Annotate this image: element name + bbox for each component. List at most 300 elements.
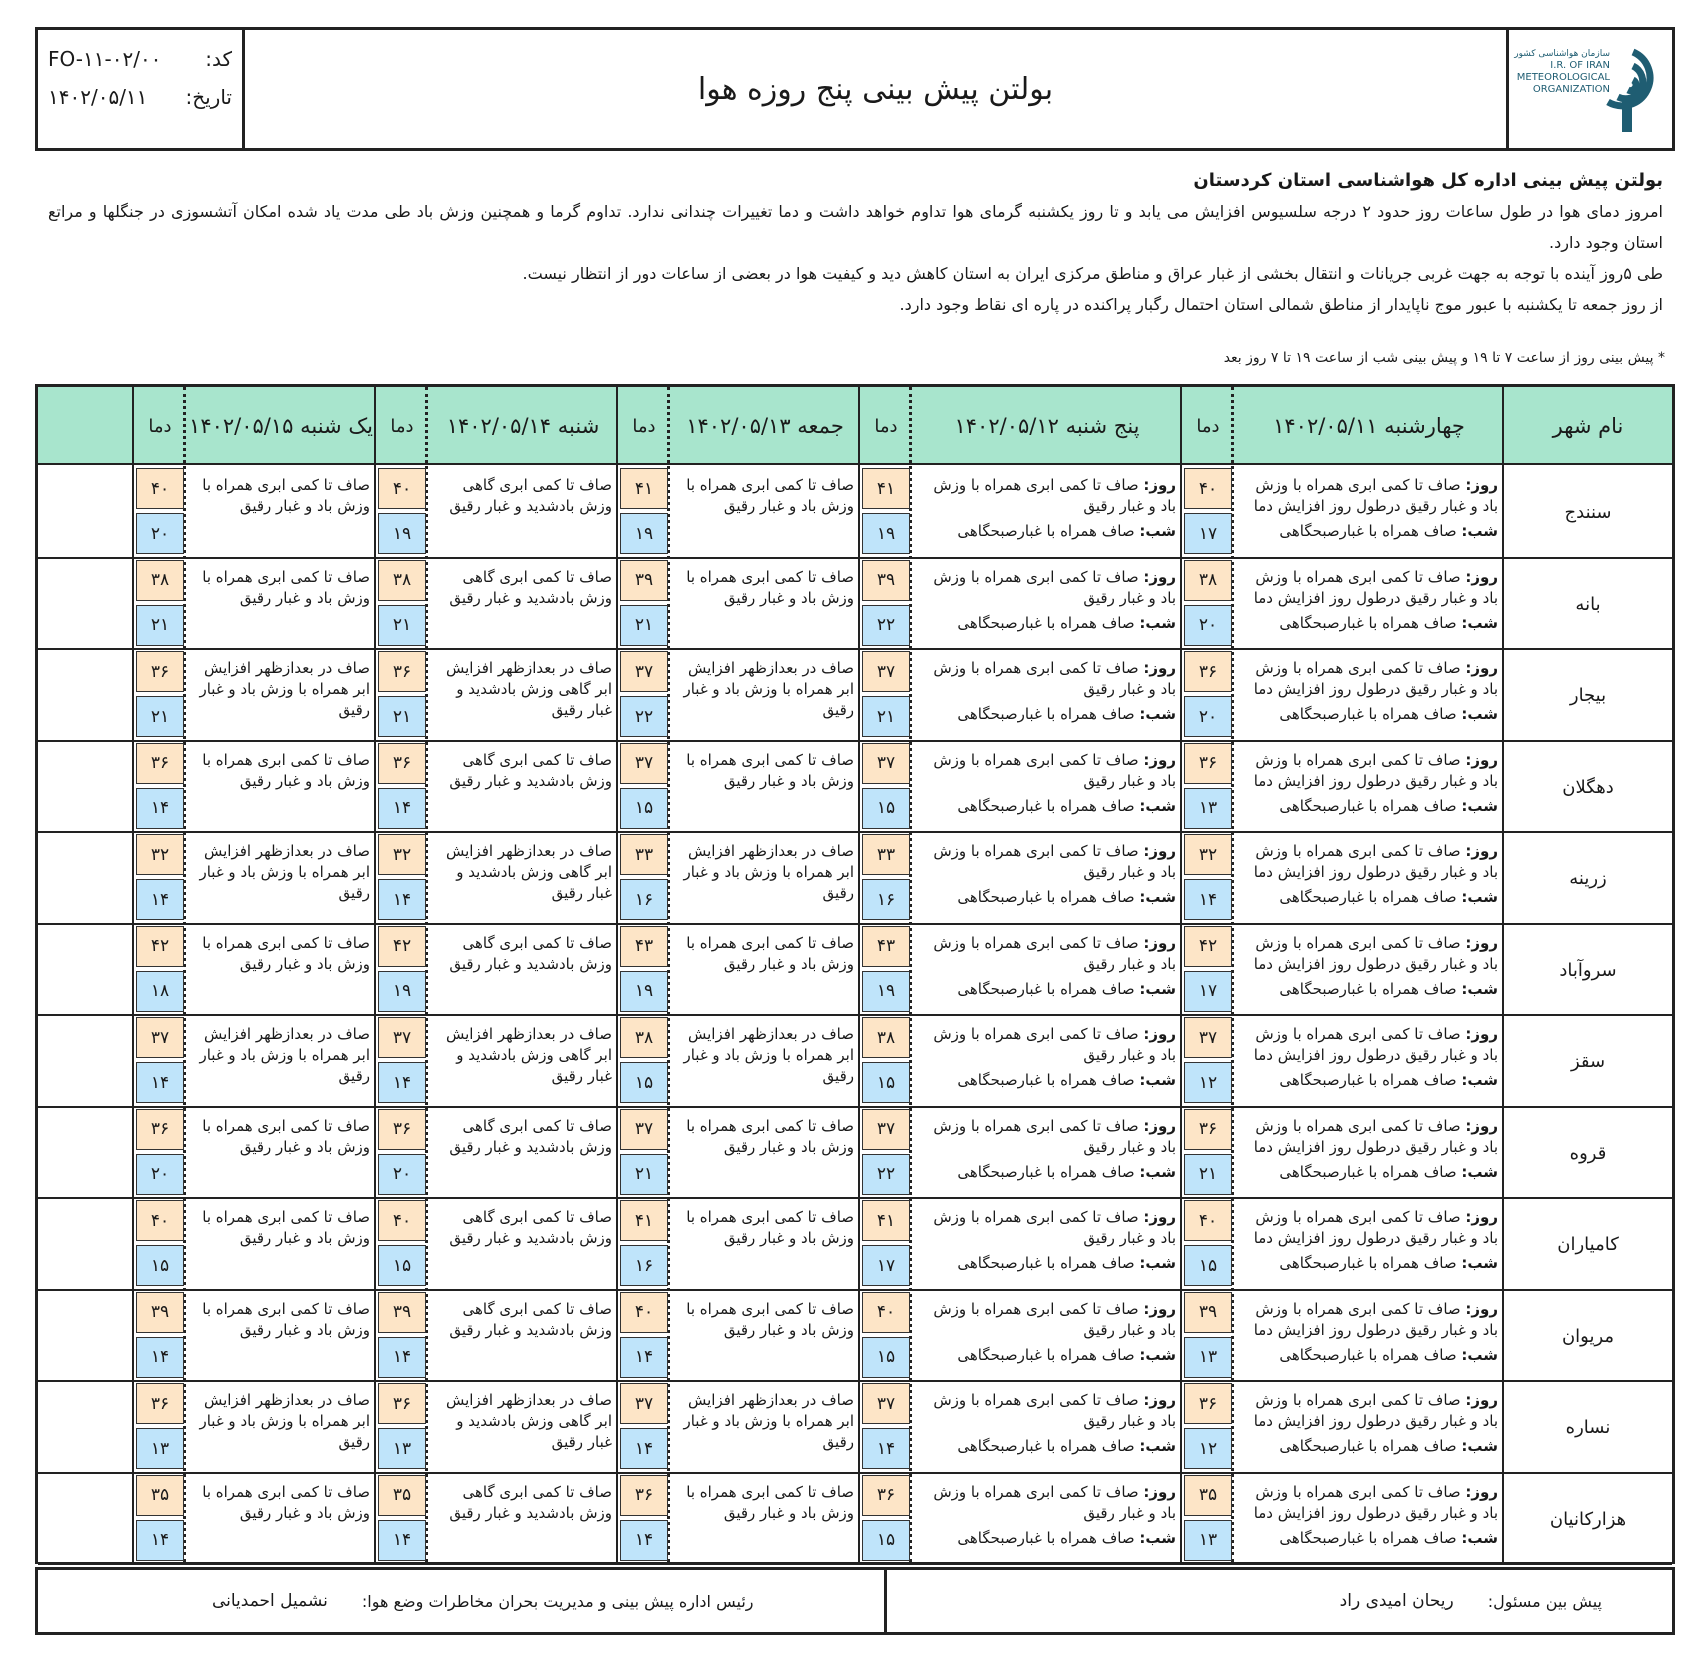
night-label: شب: (1461, 705, 1498, 723)
night-forecast (1242, 1070, 1498, 1091)
night-forecast (920, 521, 1176, 542)
forecast-text (1242, 750, 1498, 817)
forecast-text (920, 841, 1176, 908)
day-forecast-text: صاف تا کمی ابری همراه با وزش باد و غبار رقیق درطول روز افزایش دما (1253, 842, 1498, 881)
max-temperature: ۳۸ (378, 560, 426, 601)
min-temperature: ۲۱ (1184, 1154, 1232, 1195)
table-header (38, 387, 1672, 465)
table-row (38, 833, 1672, 925)
night-label: شب: (1139, 1345, 1176, 1364)
day-label: روز: (1143, 1208, 1176, 1226)
forecast-description: صاف تا کمی ابری همراه با وزش باد و غبار رقیق (686, 567, 854, 607)
forecast-text (1242, 567, 1498, 634)
night-forecast-text: صاف همراه با غبارصبحگاهی (1279, 979, 1457, 998)
forecast-text (1242, 841, 1498, 908)
city-name: زرینه (1569, 868, 1607, 890)
max-temperature: ۴۱ (620, 1200, 668, 1241)
table-row (38, 925, 1672, 1017)
night-label: شب: (1139, 796, 1176, 815)
night-forecast-text: صاف همراه با غبارصبحگاهی (1279, 1254, 1457, 1272)
night-forecast-text: صاف همراه با غبارصبحگاهی (1279, 1162, 1457, 1181)
day-forecast-text: صاف تا کمی ابری همراه با وزش باد و غبار رقیق (933, 567, 1176, 607)
day-forecast (920, 658, 1176, 700)
code-row (48, 40, 232, 78)
day-forecast-text: صاف تا کمی ابری همراه با وزش باد و غبار رقیق درطول روز افزایش دما (1253, 476, 1498, 515)
day-forecast-text: صاف تا کمی ابری همراه با وزش باد و غبار رقیق (933, 1208, 1176, 1247)
day-label: روز: (1465, 1482, 1498, 1501)
night-forecast (920, 887, 1176, 908)
day-forecast-text: صاف تا کمی ابری همراه با وزش باد و غبار رقیق (933, 1116, 1176, 1156)
day-forecast-text: صاف تا کمی ابری همراه با وزش باد و غبار رقیق (933, 476, 1176, 515)
logo-line: I.R. OF IRAN (1550, 60, 1610, 71)
logo-line: سازمان هواشناسی کشور (1514, 49, 1610, 59)
page-title: بولتن پیش بینی پنج روزه هوا (697, 71, 1054, 107)
min-temperature: ۱۵ (862, 788, 910, 829)
forecast-description: صاف تا کمی ابری گاهی وزش بادشدید و غبار رقیق (449, 567, 612, 607)
time-range-note: * پیش بینی روز از ساعت ۷ تا ۱۹ و پیش بینی شب از ساعت ۱۹ تا ۷ روز بعد (1223, 350, 1665, 366)
forecast-description: صاف تا کمی ابری همراه با وزش باد و غبار رقیق (686, 933, 854, 973)
forecast-text (194, 658, 370, 721)
max-temperature: ۳۹ (136, 1292, 184, 1333)
day-forecast-text: صاف تا کمی ابری همراه با وزش باد و غبار رقیق (933, 1025, 1176, 1064)
forecast-text (1242, 1482, 1498, 1549)
max-temperature: ۳۷ (136, 1017, 184, 1058)
forecast-description: صاف در بعدازظهر افزایش ابر همراه با وزش باد و غبار رقیق (683, 842, 854, 902)
table-row (38, 742, 1672, 834)
forecast-text (1242, 933, 1498, 1000)
max-temperature: ۳۷ (620, 1383, 668, 1424)
max-temperature: ۳۸ (620, 1017, 668, 1058)
day-forecast-text: صاف تا کمی ابری همراه با وزش باد و غبار رقیق درطول روز افزایش دما (1253, 750, 1498, 790)
forecast-text (678, 750, 854, 792)
night-label: شب: (1139, 1437, 1176, 1455)
date-row (48, 78, 232, 116)
code-label: کد: (205, 47, 232, 71)
table-row (38, 1199, 1672, 1291)
max-temperature: ۳۷ (862, 743, 910, 784)
day-forecast-text: صاف تا کمی ابری همراه با وزش باد و غبار رقیق درطول روز افزایش دما (1253, 1116, 1498, 1156)
night-forecast (1242, 1528, 1498, 1549)
min-temperature: ۲۲ (862, 605, 910, 646)
day-forecast-text: صاف تا کمی ابری همراه با وزش باد و غبار رقیق (933, 1391, 1176, 1430)
max-temperature: ۳۶ (620, 1475, 668, 1516)
max-temperature: ۴۳ (620, 926, 668, 967)
day-forecast-text: صاف تا کمی ابری همراه با وزش باد و غبار رقیق (933, 1299, 1176, 1339)
day-forecast-text: صاف تا کمی ابری همراه با وزش باد و غبار رقیق (933, 750, 1176, 790)
day-forecast-text: صاف تا کمی ابری همراه با وزش باد و غبار رقیق (933, 659, 1176, 698)
forecast-description: صاف تا کمی ابری همراه با وزش باد و غبار رقیق (202, 933, 370, 973)
forecast-text (678, 1116, 854, 1158)
forecast-description: صاف تا کمی ابری همراه با وزش باد و غبار رقیق (686, 1208, 854, 1247)
night-forecast-text: صاف همراه با غبارصبحگاهی (957, 1528, 1135, 1547)
forecast-text (1242, 658, 1498, 725)
document-code-box (38, 30, 242, 148)
day-forecast (920, 567, 1176, 609)
night-forecast-text: صاف همراه با غبارصبحگاهی (1279, 796, 1457, 815)
temperature-column-header: دما (1196, 415, 1220, 437)
night-forecast-text: صاف همراه با غبارصبحگاهی (957, 1071, 1135, 1089)
night-label: شب: (1461, 522, 1498, 540)
night-label: شب: (1139, 888, 1176, 906)
code-value: FO-۱۱-۰۲/۰۰ (48, 47, 162, 71)
min-temperature: ۱۶ (862, 879, 910, 920)
summary-title: بولتن پیش بینی اداره کل هواشناسی استان کردستان (1193, 170, 1663, 191)
day-forecast-text: صاف تا کمی ابری همراه با وزش باد و غبار رقیق درطول روز افزایش دما (1253, 1208, 1498, 1247)
night-forecast (920, 704, 1176, 725)
forecast-description: صاف تا کمی ابری همراه با وزش باد و غبار رقیق (202, 476, 370, 515)
forecast-text (678, 1299, 854, 1341)
city-name: بیجار (1569, 685, 1607, 707)
night-forecast (1242, 521, 1498, 542)
min-temperature: ۱۳ (1184, 788, 1232, 829)
day-label: روز: (1143, 1116, 1176, 1135)
min-temperature: ۲۰ (136, 513, 184, 554)
forecast-description: صاف در بعدازظهر افزایش ابر همراه با وزش باد و غبار رقیق (683, 1025, 854, 1085)
min-temperature: ۱۴ (1184, 879, 1232, 920)
max-temperature: ۳۸ (136, 560, 184, 601)
night-forecast-text: صاف همراه با غبارصبحگاهی (957, 705, 1135, 723)
min-temperature: ۲۰ (1184, 696, 1232, 737)
city-name: سنندج (1564, 502, 1612, 524)
max-temperature: ۴۰ (1184, 468, 1232, 509)
day-forecast (1242, 567, 1498, 609)
forecast-text (1242, 1299, 1498, 1366)
forecast-description: صاف تا کمی ابری همراه با وزش باد و غبار رقیق (202, 567, 370, 607)
forecast-description: صاف تا کمی ابری همراه با وزش باد و غبار رقیق (686, 476, 854, 515)
day-forecast (1242, 841, 1498, 883)
day-forecast (1242, 475, 1498, 517)
summary-paragraph: امروز دمای هوا در طول ساعات روز حدود ۲ درجه سلسیوس افزایش می یابد و تا روز یکشنبه گرمای هوا تداوم خواهد داشت و دما تغییرات چندانی ندارد. تداوم گرما و همچنین وزش باد طی مدت یاد شده امکان آتشسوزی در جنگلها و مراتع استان وجود دارد. (48, 202, 1664, 252)
forecast-text (194, 475, 370, 517)
forecast-description: صاف تا کمی ابری همراه با وزش باد و غبار رقیق (202, 1208, 370, 1247)
max-temperature: ۳۷ (1184, 1017, 1232, 1058)
forecast-text (920, 1482, 1176, 1549)
forecast-description: صاف تا کمی ابری گاهی وزش بادشدید و غبار رقیق (449, 1208, 612, 1247)
min-temperature: ۲۱ (378, 696, 426, 737)
night-forecast (920, 1528, 1176, 1549)
forecast-text (194, 1024, 370, 1087)
forecast-text (920, 1299, 1176, 1366)
night-label: شب: (1139, 705, 1176, 723)
min-temperature: ۲۰ (378, 1154, 426, 1195)
min-temperature: ۱۴ (136, 1520, 184, 1561)
forecast-text (194, 841, 370, 904)
forecast-summary (48, 166, 1663, 320)
forecast-description: صاف تا کمی ابری همراه با وزش باد و غبار رقیق (202, 1116, 370, 1156)
max-temperature: ۳۵ (378, 1475, 426, 1516)
max-temperature: ۳۷ (620, 743, 668, 784)
day-label: روز: (1143, 750, 1176, 769)
day-forecast-text: صاف تا کمی ابری همراه با وزش باد و غبار رقیق درطول روز افزایش دما (1253, 1299, 1498, 1339)
day-forecast (920, 1024, 1176, 1066)
forecast-text (436, 567, 612, 609)
min-temperature: ۱۴ (136, 879, 184, 920)
max-temperature: ۳۶ (378, 1383, 426, 1424)
min-temperature: ۲۲ (620, 696, 668, 737)
day-forecast (1242, 933, 1498, 975)
night-label: شب: (1461, 796, 1498, 815)
min-temperature: ۲۱ (136, 696, 184, 737)
forecaster-label: پیش بین مسئول: (1487, 1591, 1602, 1611)
night-forecast (1242, 887, 1498, 908)
forecast-text (194, 1116, 370, 1158)
forecast-text (436, 1024, 612, 1087)
min-temperature: ۱۴ (136, 1337, 184, 1378)
table-row (38, 467, 1672, 559)
department-head-name: نشمیل احمدیانی (211, 1591, 328, 1611)
min-temperature: ۱۹ (620, 513, 668, 554)
temperature-column-header: دما (390, 415, 414, 437)
min-temperature: ۱۴ (862, 1428, 910, 1469)
day-column-header: جمعه ۱۴۰۲/۰۵/۱۳ (686, 414, 844, 438)
night-label: شب: (1461, 1437, 1498, 1455)
night-label: شب: (1139, 979, 1176, 998)
forecast-text (1242, 1390, 1498, 1457)
day-label: روز: (1465, 567, 1498, 586)
min-temperature: ۱۳ (1184, 1520, 1232, 1561)
night-forecast-text: صاف همراه با غبارصبحگاهی (1279, 1528, 1457, 1547)
night-forecast (920, 1162, 1176, 1183)
forecast-text (436, 1116, 612, 1158)
forecast-description: صاف در بعدازظهر افزایش ابر همراه با وزش باد و غبار رقیق (199, 842, 370, 902)
forecast-description: صاف در بعدازظهر افزایش ابر همراه با وزش باد و غبار رقیق (683, 659, 854, 719)
max-temperature: ۳۷ (620, 1109, 668, 1150)
min-temperature: ۱۴ (620, 1428, 668, 1469)
day-label: روز: (1143, 933, 1176, 952)
night-forecast (920, 796, 1176, 817)
logo-line: ORGANIZATION (1532, 84, 1610, 95)
forecast-text (920, 1390, 1176, 1457)
day-label: روز: (1465, 750, 1498, 769)
day-label: روز: (1143, 476, 1176, 494)
night-forecast-text: صاف همراه با غبارصبحگاهی (1279, 522, 1457, 540)
night-forecast (1242, 704, 1498, 725)
max-temperature: ۳۶ (1184, 1109, 1232, 1150)
min-temperature: ۱۵ (378, 1245, 426, 1286)
night-label: شب: (1139, 522, 1176, 540)
day-forecast (920, 1207, 1176, 1249)
max-temperature: ۳۹ (620, 560, 668, 601)
day-forecast (920, 933, 1176, 975)
day-label: روز: (1143, 659, 1176, 677)
forecast-description: صاف در بعدازظهر افزایش ابر همراه با وزش باد و غبار رقیق (683, 1391, 854, 1451)
forecast-text (436, 1299, 612, 1341)
day-forecast (920, 841, 1176, 883)
city-name: دهگلان (1562, 776, 1614, 798)
forecast-text (436, 1207, 612, 1249)
forecast-text (194, 1299, 370, 1341)
forecast-description: صاف تا کمی ابری گاهی وزش بادشدید و غبار رقیق (449, 1116, 612, 1156)
night-label: شب: (1461, 1345, 1498, 1364)
day-forecast-text: صاف تا کمی ابری همراه با وزش باد و غبار رقیق (933, 933, 1176, 973)
max-temperature: ۳۷ (620, 651, 668, 692)
day-label: روز: (1465, 659, 1498, 677)
max-temperature: ۳۹ (1184, 1292, 1232, 1333)
max-temperature: ۴۱ (620, 468, 668, 509)
max-temperature: ۳۶ (1184, 1383, 1232, 1424)
table-row (38, 1382, 1672, 1474)
max-temperature: ۳۶ (378, 1109, 426, 1150)
min-temperature: ۲۱ (136, 605, 184, 646)
max-temperature: ۴۲ (136, 926, 184, 967)
forecast-text (1242, 1024, 1498, 1091)
max-temperature: ۳۲ (378, 834, 426, 875)
temperature-column-header: دما (874, 415, 898, 437)
max-temperature: ۳۹ (378, 1292, 426, 1333)
day-label: روز: (1465, 1116, 1498, 1135)
night-label: شب: (1139, 1071, 1176, 1089)
max-temperature: ۳۶ (862, 1475, 910, 1516)
night-forecast (1242, 1162, 1498, 1183)
min-temperature: ۲۰ (1184, 605, 1232, 646)
logo-text (1512, 48, 1610, 96)
min-temperature: ۱۶ (620, 1245, 668, 1286)
forecast-text (194, 750, 370, 792)
max-temperature: ۴۰ (1184, 1200, 1232, 1241)
min-temperature: ۲۱ (620, 605, 668, 646)
department-head-label: رئیس اداره پیش بینی و مدیریت بحران مخاطرات وضع هوا: (361, 1591, 754, 1611)
forecast-text (194, 933, 370, 975)
date-label: تاریخ: (185, 85, 232, 109)
forecast-description: صاف تا کمی ابری همراه با وزش باد و غبار رقیق (202, 750, 370, 790)
max-temperature: ۳۶ (378, 743, 426, 784)
forecast-text (678, 933, 854, 975)
forecast-text (436, 750, 612, 792)
min-temperature: ۱۵ (620, 1062, 668, 1103)
min-temperature: ۱۴ (136, 788, 184, 829)
night-forecast-text: صاف همراه با غبارصبحگاهی (1279, 888, 1457, 906)
min-temperature: ۱۴ (378, 1520, 426, 1561)
forecaster-cell (887, 1570, 1673, 1632)
forecast-table (35, 384, 1675, 1564)
forecast-text (920, 750, 1176, 817)
min-temperature: ۱۹ (862, 971, 910, 1012)
forecast-text (1242, 1207, 1498, 1274)
forecast-description: صاف تا کمی ابری گاهی وزش بادشدید و غبار رقیق (449, 1299, 612, 1339)
min-temperature: ۱۵ (862, 1062, 910, 1103)
max-temperature: ۴۱ (862, 1200, 910, 1241)
forecast-text (678, 1207, 854, 1249)
city-name: بانه (1575, 593, 1601, 615)
day-column-header: پنج شنبه ۱۴۰۲/۰۵/۱۲ (954, 414, 1140, 438)
day-label: روز: (1143, 1482, 1176, 1501)
day-forecast (1242, 1024, 1498, 1066)
forecast-description: صاف تا کمی ابری همراه با وزش باد و غبار رقیق (686, 1116, 854, 1156)
min-temperature: ۱۴ (378, 788, 426, 829)
min-temperature: ۱۷ (862, 1245, 910, 1286)
max-temperature: ۳۳ (620, 834, 668, 875)
max-temperature: ۴۰ (136, 1200, 184, 1241)
max-temperature: ۳۳ (862, 834, 910, 875)
forecast-text (678, 1482, 854, 1524)
max-temperature: ۳۹ (862, 560, 910, 601)
day-forecast (920, 1482, 1176, 1524)
night-forecast (920, 1253, 1176, 1274)
night-forecast (1242, 796, 1498, 817)
forecast-text (194, 567, 370, 609)
day-forecast (1242, 658, 1498, 700)
forecast-text (678, 658, 854, 721)
night-forecast (1242, 613, 1498, 634)
forecast-description: صاف تا کمی ابری گاهی وزش بادشدید و غبار رقیق (449, 750, 612, 790)
forecast-description: صاف در بعدازظهر افزایش ابر گاهی وزش بادشدید و غبار رقیق (446, 1391, 612, 1451)
forecast-text (436, 841, 612, 904)
max-temperature: ۴۰ (862, 1292, 910, 1333)
max-temperature: ۴۰ (378, 468, 426, 509)
forecast-text (1242, 475, 1498, 542)
temperature-column-header: دما (632, 415, 656, 437)
max-temperature: ۳۵ (136, 1475, 184, 1516)
logo (1506, 30, 1672, 148)
max-temperature: ۳۶ (136, 651, 184, 692)
day-forecast (1242, 750, 1498, 792)
forecast-text (678, 475, 854, 517)
forecast-description: صاف تا کمی ابری گاهی وزش بادشدید و غبار رقیق (449, 933, 612, 973)
night-forecast (920, 1436, 1176, 1457)
night-forecast-text: صاف همراه با غبارصبحگاهی (957, 613, 1135, 632)
forecast-text (194, 1390, 370, 1453)
max-temperature: ۴۳ (862, 926, 910, 967)
day-forecast-text: صاف تا کمی ابری همراه با وزش باد و غبار رقیق درطول روز افزایش دما (1253, 933, 1498, 973)
day-forecast (1242, 1390, 1498, 1432)
min-temperature: ۱۴ (620, 1337, 668, 1378)
max-temperature: ۳۶ (1184, 651, 1232, 692)
day-label: روز: (1465, 476, 1498, 494)
forecast-text (920, 567, 1176, 634)
day-forecast-text: صاف تا کمی ابری همراه با وزش باد و غبار رقیق (933, 1482, 1176, 1522)
forecast-text (194, 1207, 370, 1249)
night-label: شب: (1461, 613, 1498, 632)
city-name: کامیاران (1557, 1234, 1619, 1256)
min-temperature: ۱۹ (378, 513, 426, 554)
forecast-text (436, 933, 612, 975)
max-temperature: ۳۶ (136, 743, 184, 784)
table-row (38, 559, 1672, 651)
day-forecast (1242, 1207, 1498, 1249)
forecast-text (920, 1116, 1176, 1183)
min-temperature: ۲۰ (136, 1154, 184, 1195)
night-label: شب: (1461, 1162, 1498, 1181)
min-temperature: ۱۹ (378, 971, 426, 1012)
max-temperature: ۳۲ (136, 834, 184, 875)
city-name: نساره (1565, 1417, 1611, 1439)
night-forecast-text: صاف همراه با غبارصبحگاهی (957, 1345, 1135, 1364)
night-label: شب: (1139, 1254, 1176, 1272)
forecast-text (678, 1024, 854, 1087)
min-temperature: ۱۵ (136, 1245, 184, 1286)
forecast-description: صاف در بعدازظهر افزایش ابر گاهی وزش بادشدید و غبار رقیق (446, 1025, 612, 1085)
day-label: روز: (1143, 567, 1176, 586)
night-label: شب: (1139, 1162, 1176, 1181)
forecast-text (194, 1482, 370, 1524)
night-label: شب: (1461, 1254, 1498, 1272)
min-temperature: ۱۳ (1184, 1337, 1232, 1378)
night-forecast (920, 1345, 1176, 1366)
min-temperature: ۲۲ (862, 1154, 910, 1195)
min-temperature: ۱۲ (1184, 1428, 1232, 1469)
night-forecast (920, 613, 1176, 634)
forecast-text (920, 475, 1176, 542)
min-temperature: ۲۱ (378, 605, 426, 646)
min-temperature: ۱۳ (136, 1428, 184, 1469)
day-forecast (1242, 1482, 1498, 1524)
night-forecast-text: صاف همراه با غبارصبحگاهی (957, 796, 1135, 815)
max-temperature: ۴۰ (136, 468, 184, 509)
forecast-description: صاف در بعدازظهر افزایش ابر همراه با وزش باد و غبار رقیق (199, 1391, 370, 1451)
night-forecast-text: صاف همراه با غبارصبحگاهی (1279, 1437, 1457, 1455)
logo-line: METEOROLOGICAL (1516, 72, 1610, 83)
city-name: سروآباد (1559, 959, 1617, 981)
